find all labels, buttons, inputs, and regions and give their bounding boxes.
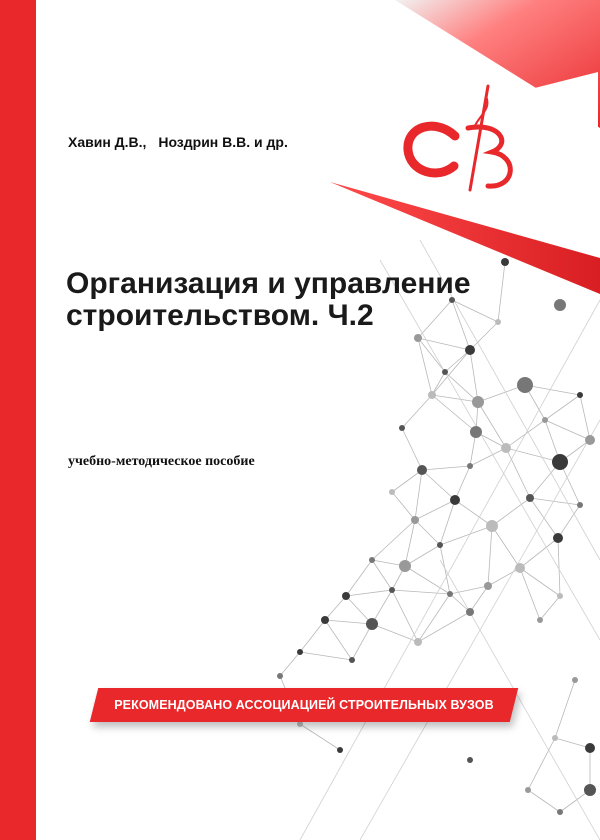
network-dot: [577, 502, 583, 508]
network-dot: [297, 649, 303, 655]
network-dot: [450, 495, 460, 505]
network-dot: [517, 377, 533, 393]
network-dot: [277, 673, 283, 679]
authors: [68, 134, 296, 150]
network-dot: [577, 392, 583, 398]
network-dot: [389, 489, 395, 495]
network-dot: [554, 299, 566, 311]
network-dot: [411, 516, 419, 524]
network-dot: [515, 563, 525, 573]
network-dot: [417, 465, 427, 475]
author-1: Хавин Д.В.,: [68, 134, 147, 150]
network-dot: [472, 396, 484, 408]
network-dot: [414, 638, 422, 646]
network-dots: [277, 258, 596, 815]
network-dot: [428, 391, 436, 399]
author-2: Ноздрин В.В. и др.: [158, 134, 288, 150]
network-dot: [484, 582, 492, 590]
title-line-1: Организация и управление: [66, 267, 471, 300]
network-dot: [552, 735, 558, 741]
network-dot: [537, 617, 543, 623]
network-dot: [369, 557, 375, 563]
network-dot: [557, 809, 563, 815]
book-title: [66, 268, 526, 332]
network-dot: [486, 520, 498, 532]
network-dot: [337, 747, 343, 753]
network-dot: [525, 787, 531, 793]
network-dot: [321, 616, 329, 624]
network-dot: [342, 592, 350, 600]
book-type: учебно-методическое пособие: [68, 454, 255, 469]
network-dot: [465, 345, 475, 355]
network-dot: [399, 425, 405, 431]
network-dot: [399, 560, 411, 572]
network-dot: [542, 417, 548, 423]
network-dot: [366, 618, 378, 630]
network-dot: [572, 677, 578, 683]
network-dot: [414, 334, 422, 342]
network-dot: [467, 463, 473, 469]
network-dot: [501, 258, 509, 266]
network-dot: [466, 608, 474, 616]
recommendation-text: РЕКОМЕНДОВАНО АССОЦИАЦИЕЙ СТРОИТЕЛЬНЫХ ВУЗОВ: [114, 698, 494, 712]
network-dot: [553, 533, 563, 543]
network-dot: [467, 757, 473, 763]
network-dot: [585, 743, 595, 753]
title-line-2: строительством. Ч.2: [66, 299, 374, 332]
network-dot: [584, 784, 596, 796]
network-dot: [585, 435, 595, 445]
network-dot: [437, 542, 443, 548]
network-dot: [557, 593, 563, 599]
network-dot: [442, 369, 448, 375]
network-dot: [349, 657, 355, 663]
network-dot: [552, 454, 568, 470]
network-dot: [389, 587, 395, 593]
network-dot: [470, 426, 482, 438]
network-dot: [526, 494, 534, 502]
network-dot: [447, 591, 453, 597]
network-dot: [501, 443, 511, 453]
